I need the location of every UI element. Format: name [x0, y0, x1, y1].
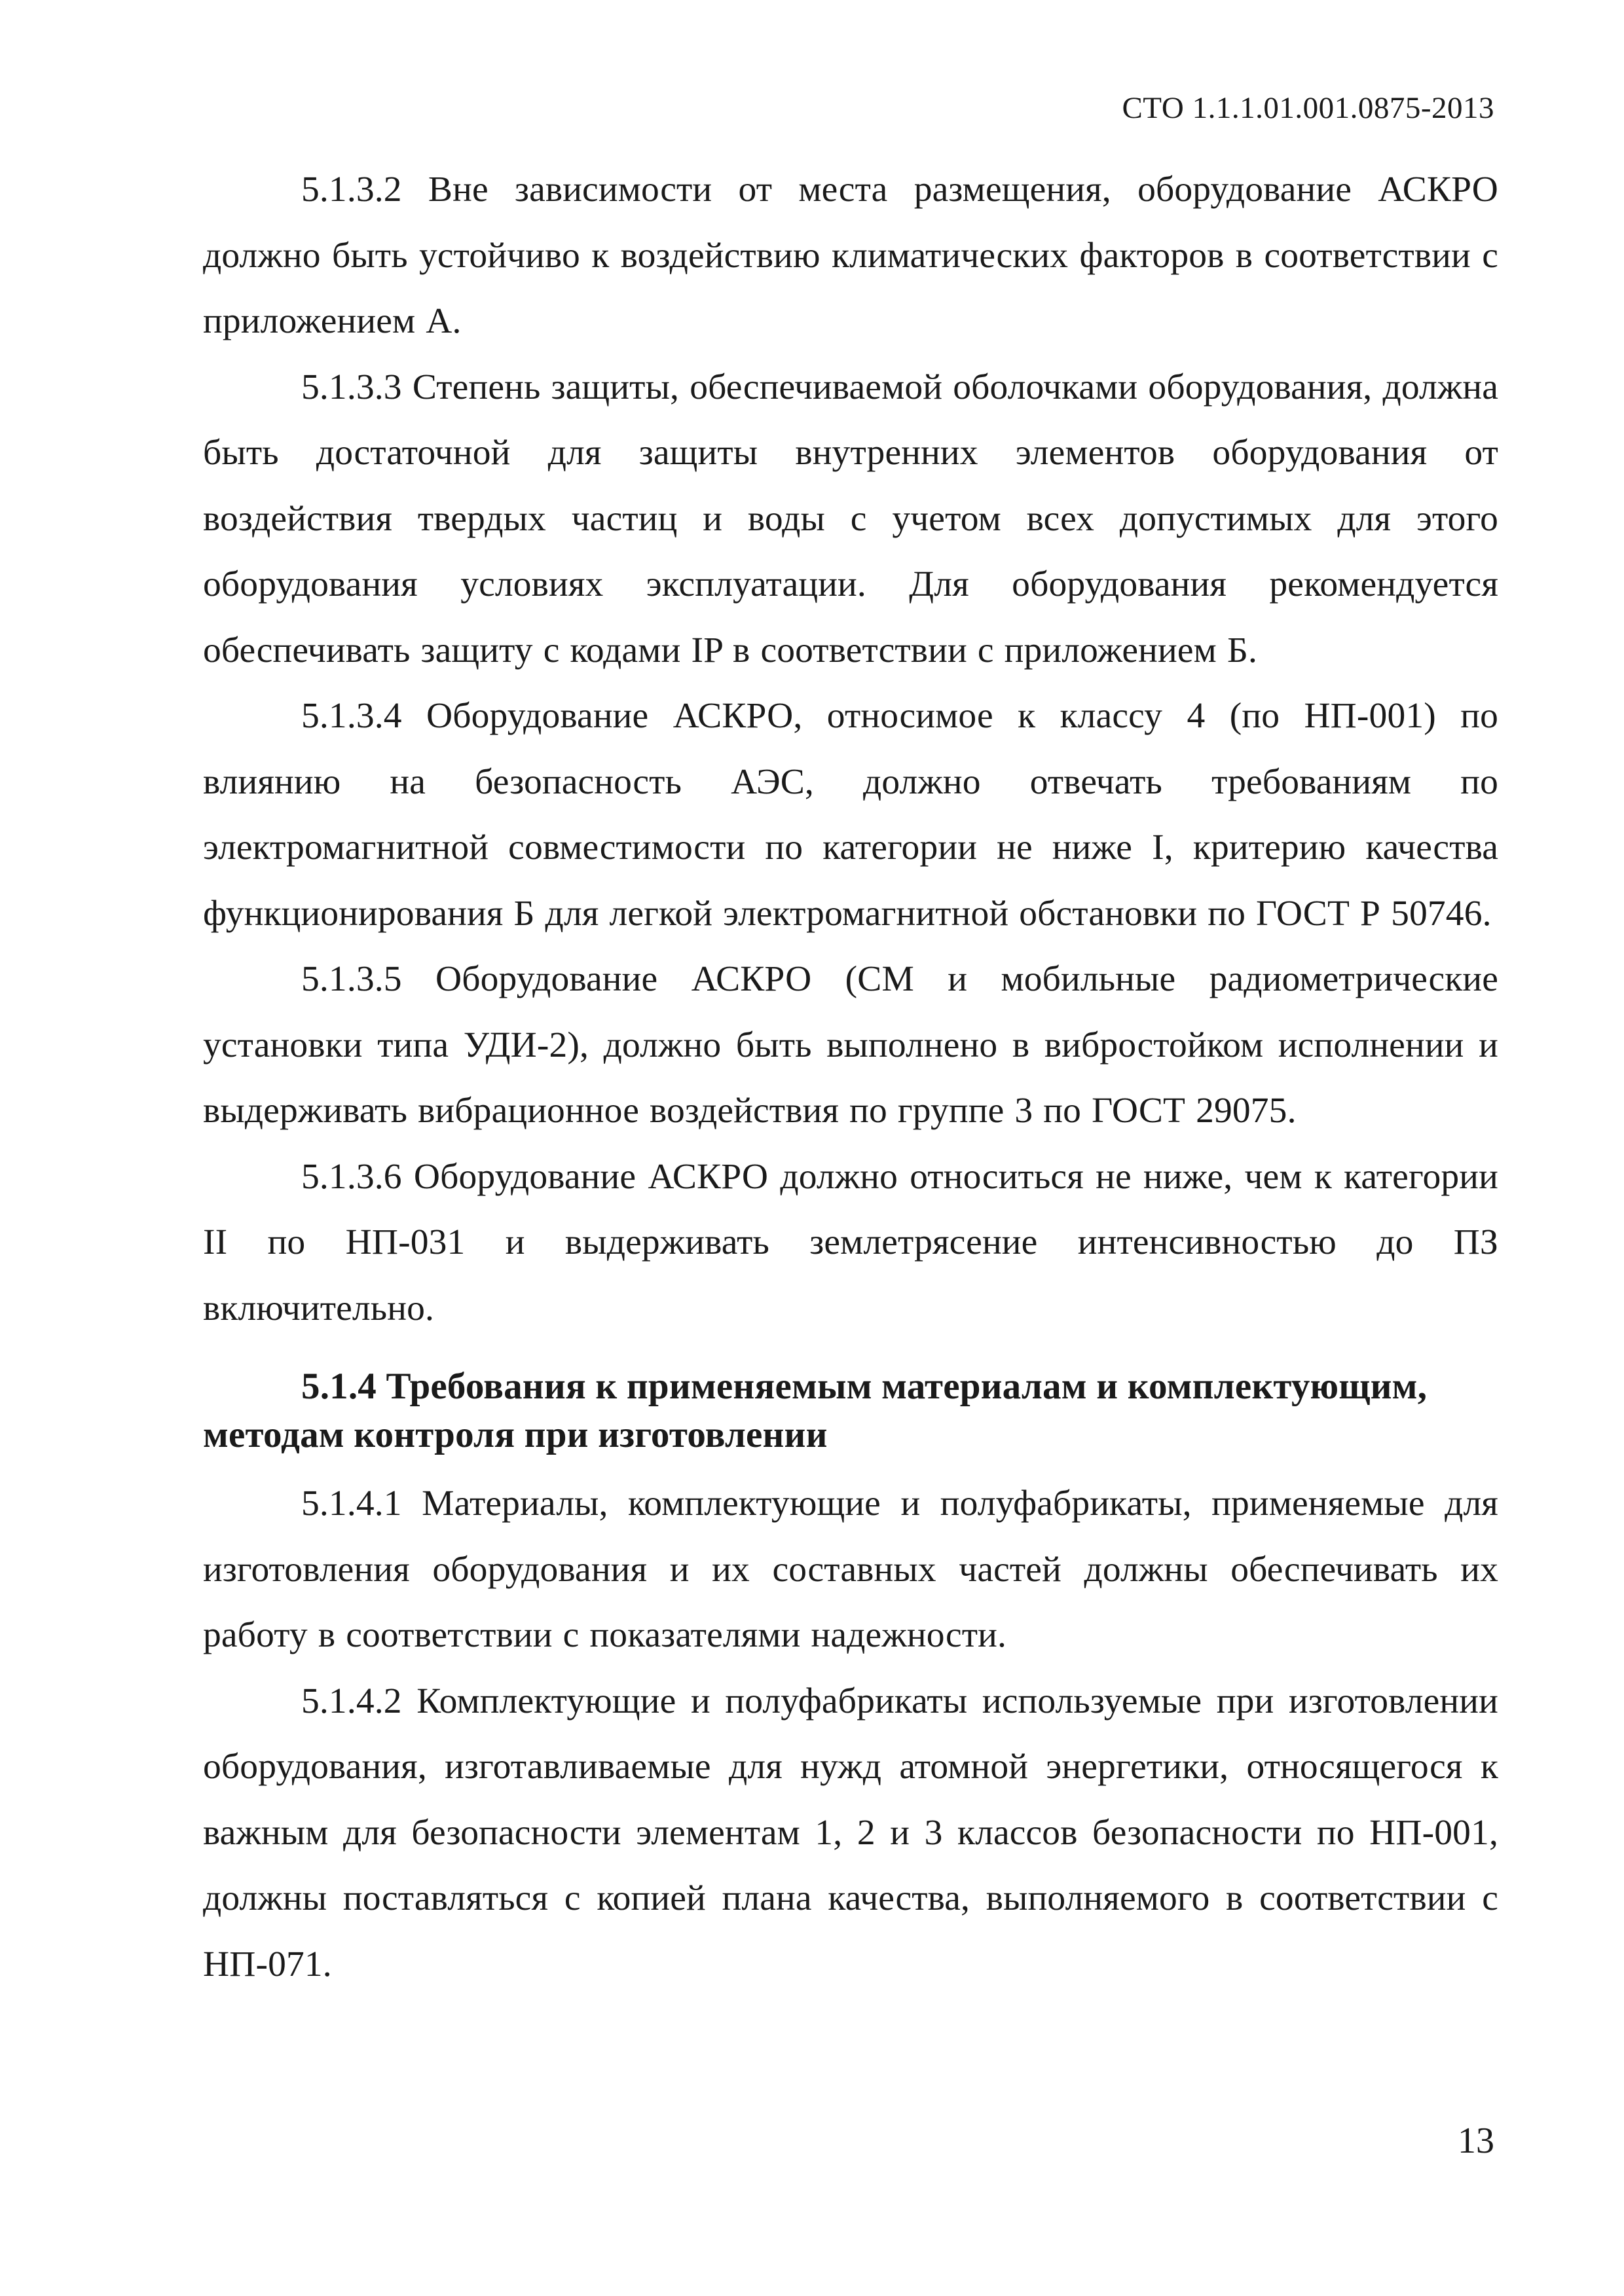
document-code: СТО 1.1.1.01.001.0875-2013	[1122, 91, 1494, 125]
section-heading-5-1-4: 5.1.4 Требования к применяемым материалам и комплектующим, методам контроля при изготовлении	[203, 1366, 1428, 1455]
page-body	[203, 157, 1498, 1997]
clause-5-1-4-2: 5.1.4.2 Комплектующие и полуфабрикаты используемые при изготовлении оборудования, изготавливаемые для нужд атомной энергетики, относящегося к важным для безопасности элементам 1, 2 и 3 классов безопасности по НП-001, должны поставляться с копией плана качества, выполняемого в соответствии с НП-071.	[203, 1681, 1498, 1984]
clause-5-1-3-5: 5.1.3.5 Оборудование АСКРО (СМ и мобильные радиометрические установки типа УДИ-2), должно быть выполнено в вибростойком исполнении и выдерживать вибрационное воздействия по группе 3 по ГОСТ 29075.	[203, 959, 1498, 1131]
clause-5-1-3-3: 5.1.3.3 Степень защиты, обеспечиваемой оболочками оборудования, должна быть достаточной для защиты внутренних элементов оборудования от воздействия твердых частиц и воды с учетом всех допустимых для этого оборудования условиях эксплуатации. Для оборудования рекомендуется обеспечивать защиту с кодами IP в соответствии с приложением Б.	[203, 367, 1498, 670]
clause-5-1-4-1: 5.1.4.1 Материалы, комплектующие и полуфабрикаты, применяемые для изготовления оборудования и их составных частей должны обеспечивать их работу в соответствии с показателями надежности.	[203, 1484, 1498, 1655]
clause-5-1-3-2: 5.1.3.2 Вне зависимости от места размещения, оборудование АСКРО должно быть устойчиво к воздействию климатических факторов в соответствии с приложением А.	[203, 170, 1498, 341]
clause-5-1-3-6: 5.1.3.6 Оборудование АСКРО должно относиться не ниже, чем к категории II по НП-031 и выдерживать землетрясение интенсивностью до ПЗ включительно.	[203, 1156, 1498, 1328]
page-number: 13	[1458, 2121, 1494, 2161]
clause-5-1-3-4: 5.1.3.4 Оборудование АСКРО, относимое к классу 4 (по НП-001) по влиянию на безопасность АЭС, должно отвечать требованиям по электромагнитной совместимости по категории не ниже I, критерию качества функционирования Б для легкой электромагнитной обстановки по ГОСТ Р 50746.	[203, 696, 1498, 934]
